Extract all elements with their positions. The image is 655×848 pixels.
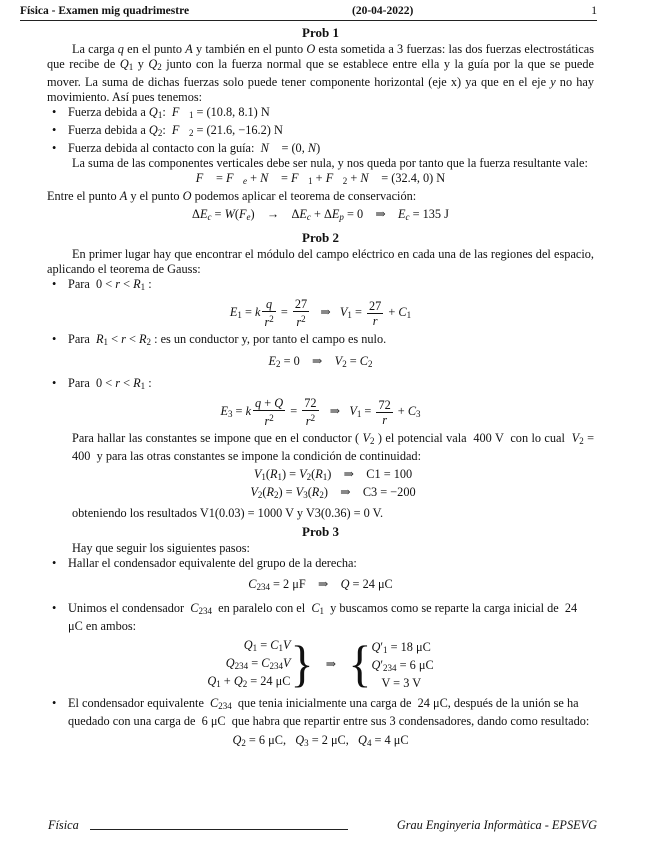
footer-subject: Física [48,818,79,832]
prob2-region-list [47,277,594,428]
step-3-eq: $Q_2 = 6$ μC, $Q_3 = 2$ μC, $Q_4 = 4$ μC [232,733,409,748]
force-q1-item: • Fuerza debida a $Q_1$: $F⃗_1 = (10.8$, 8.1) N [47,105,594,123]
prob2-constants-text: Para hallar las constantes se impone que en el conductor ( $V_2$ ) el potencial vala 400 V con lo cual $V_2 = 400$ y para las otras constantes se impone la condición de continuidad: [72,431,595,463]
q234-prime-value: = 6 μC [399,657,434,672]
step-3-item: • El condensador equivalente $C_{234}$ que tenia inicialmente una carga de 24 μC, después de la unión se ha quedado con una carga de 6 μC que habra que repartir entre sus 3 condensadores, dando como resultado: $Q_2 = 6$ μC, $Q_3 = 2$ μC, $Q_4 = 4$ μC [47,696,594,751]
step-1-item [47,556,594,595]
header-rule [20,20,597,21]
left-brace: { [348,636,372,693]
prob1-energy-eq: $\Delta E_c = W(F_e)$ → $\Delta E_c + \Delta E_p = 0$ ⇒ $E_c = 135$ J [192,207,449,222]
region-2-item: • Para $R_1 < r < R_2$ : es un conductor y, por tanto el campo es nulo. $E_2 = 0$ ⇒ $V_2 = C_2$ [47,332,594,372]
v1-numerator: 27 [369,298,382,313]
footer-degree: Grau Enginyeria Informàtica - EPSEVG [396,818,597,832]
region-2-eq: $E_2 = 0$ ⇒ $V_2 = C_2$ [268,354,373,369]
step-2-item: • Unimos el condensador $C_{234}$ en paralelo con el $C_1$ y buscamos como se reparte la carga inicial de 24 μC en ambos: $Q_1 = C_1V$ $Q_{234} = C_{234}V$ $Q_1 + Q_2 = 24$ μC } ⇒ { $Q'_1 = 18$ μC $Q'_{234} = 6$ μC V = 3 V [47,601,594,692]
e1-numerator: 27 [294,297,308,311]
prob3-title: Prob 3 [302,524,339,539]
step-1-text: Hallar el condensador equivalente del grupo de la derecha: [68,556,357,570]
force-q1-label: Fuerza debida a [68,105,146,119]
charge-equations: $Q_1 = C_1V$ $Q_{234} = C_{234}V$ $Q_1 + Q_2 = 24$ μC [207,638,291,689]
charge-solutions: $Q'_1 = 18$ μC $Q'_{234} = 6$ μC V = 3 V [371,639,434,690]
prob3-intro: Hay que seguir los siguientes pasos: [72,541,250,555]
solutions-body [47,22,594,751]
header-page-number: 1 [591,5,597,17]
page-header [20,4,597,19]
force-q2-label: Fuerza debida a [68,123,146,137]
prob2-title: Prob 2 [302,230,339,245]
prob3-steps-list [47,556,594,751]
prob1-force-list [47,105,594,156]
voltage-value: V = 3 V [381,675,422,690]
region-3-eq: $E_3 = k$ $\frac{q + Q}{r^2}$ = $\frac{72}{r^2}$ ⇒ $V_1$ = $\frac{72}{r}$ + $C_3$ [220,396,421,428]
continuity-eqs [72,467,594,503]
force-normal-item: • Fuerza debida al contacto con la guía: N⃗ = (0, N) [47,141,594,156]
region-1-eq: $E_1 = k$ $\frac{q}{r^2}$ = $\frac{27}{r^2}$ ⇒ $V_1$ = $\frac{27}{r}$ + $C_1$ [229,297,412,329]
region-1-item: • Para $0 < r < R_1$ : $E_1 = k$ $\frac{q}{r^2}$ = $\frac{27}{r^2}$ ⇒ $V_1$ = $\frac{27}{r}$ + $C_1$ [47,277,594,329]
prob1-title: Prob 1 [302,25,339,40]
page-footer [48,818,597,833]
prob1-resultant-eq: F⃗ = $F⃗_e$ + N⃗ = $F⃗_1$ + $F⃗_2$ + N⃗ = (32.4, 0) N [195,171,446,186]
region-3-item: • Para $0 < r < R_1$ : $E_3 = k$ $\frac{q + Q}{r^2}$ = $\frac{72}{r^2}$ ⇒ $V_1$ = $\frac{72}{r}$ + $C_3$ [47,376,594,428]
c3-value: C3 = −200 [362,485,416,499]
prob1-resultant-value: = (32.4, 0) N [381,171,446,185]
prob2-intro: En primer lugar hay que encontrar el módulo del campo eléctrico en cada una de las regiones del espacio, aplicando el teorema de Gauss: [47,247,594,276]
c1-value: C1 = 100 [366,467,413,481]
step-1-eq: $C_{234} = 2$ μF ⇒ Q = 24 μC [248,577,393,592]
prob2-result: obteniendo los resultados V1(0.03) = 1000 V y V3(0.36) = 0 V. [72,506,384,520]
prob1-intro: La carga q en el punto A y también en el punto O esta sometida a 3 fuerzas: las dos fuerzas electrostáticas que recibe de $Q_1$ y $Q_2$ junto con la fuerza normal que se establece entre ella y la guía por la que se puede mover. La suma de dichas fuerzas solo puede tener componente horizontal (eje x) ya que en el eje y no hay movimiento. Así pues tenemos: [47,42,595,104]
force-normal-label: Fuerza debida al contacto con la guía: [68,141,255,155]
e3-numerator: 72 [304,396,317,410]
header-date: (20-04-2022) [352,5,414,17]
right-brace: } [290,636,314,693]
v3-numerator: 72 [378,397,391,412]
continuity-eq-2: $V_2(R_2) = V_3(R_2)$ ⇒ C3 = −200 [250,485,416,500]
header-course: Física - Examen mig quadrimestre [20,5,190,17]
prob1-conservation-text: Entre el punto A y el punto O podemos aplicar el teorema de conservación: [47,189,417,203]
continuity-eq-1: $V_1(R_1) = V_2(R_1)$ ⇒ C1 = 100 [253,467,413,482]
step-2-system: $Q_1 = C_1V$ $Q_{234} = C_{234}V$ $Q_1 + Q_2 = 24$ μC } ⇒ { $Q'_1 = 18$ μC $Q'_{234} = 6$ μC V = 3 V [207,636,434,693]
prob1-sum-text: La suma de las componentes verticales debe ser nula, y nos queda por tanto que la fuerza resultante vale: [72,156,588,170]
force-q2-item: • Fuerza debida a $Q_2$: $F⃗_2 = (21.6$, −16.2) N [47,123,594,141]
footer-rule [90,829,348,830]
q1-prime-value: = 18 μC [390,639,431,654]
prob2-constants-block [47,431,594,521]
